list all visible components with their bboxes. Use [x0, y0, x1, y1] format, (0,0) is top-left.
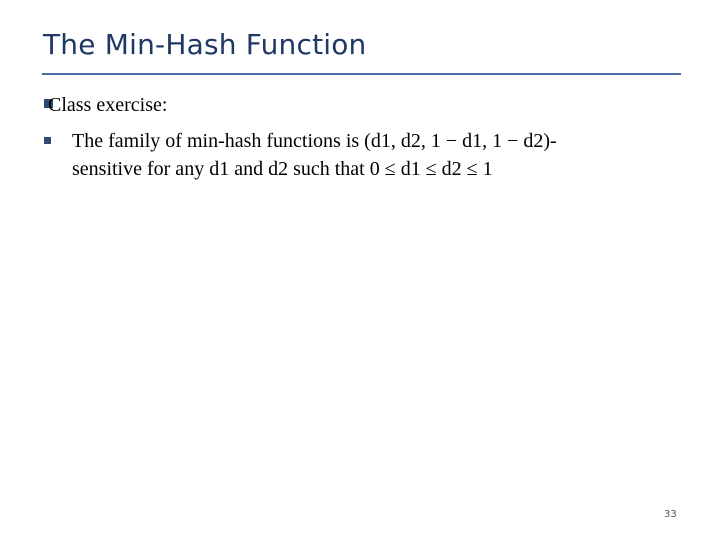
sub-bullet-line-2-text: sensitive for any d1 and d2 such that 0 ≤ d1 ≤ d2 ≤ 1	[72, 158, 493, 180]
bullet-text: Class exercise:	[48, 94, 168, 116]
slide-title: The Min-Hash Function	[43, 28, 367, 61]
sub-bullet-icon	[44, 137, 51, 144]
title-divider	[42, 73, 681, 75]
sub-bullet-line-1	[72, 130, 557, 153]
page-number: 33	[664, 509, 677, 520]
sub-bullet-line-2	[72, 158, 493, 181]
sub-bullet-line-1-text: The family of min-hash functions is (d1, d2, 1 − d1, 1 − d2)-	[72, 130, 557, 152]
